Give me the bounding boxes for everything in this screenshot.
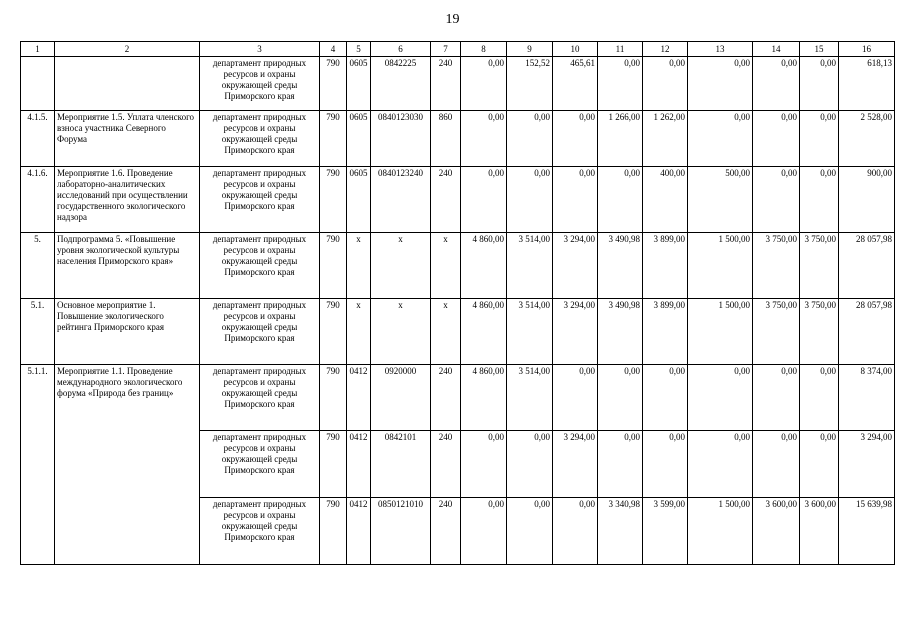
table-row: [21, 111, 895, 167]
cell-target: 0920000: [371, 365, 431, 431]
column-header: 10: [553, 42, 598, 57]
row-name: Основное мероприятие 1. Повышение экологического рейтинга Приморского края: [55, 299, 200, 365]
cell-value: 4 860,00: [461, 299, 507, 365]
cell-grbs: 790: [320, 111, 347, 167]
cell-value: 0,00: [688, 431, 753, 498]
row-department: департамент природных ресурсов и охраны окружающей среды Приморского края: [200, 57, 320, 111]
cell-value: 0,00: [753, 57, 800, 111]
cell-value: 0,00: [800, 431, 839, 498]
cell-value: 0,00: [553, 111, 598, 167]
row-number: 4.1.5.: [21, 111, 55, 167]
table-row: [21, 57, 895, 111]
column-header: 5: [347, 42, 371, 57]
cell-target: 0840123240: [371, 167, 431, 233]
cell-grbs: 790: [320, 498, 347, 565]
cell-target: 0850121010: [371, 498, 431, 565]
row-name: Мероприятие 1.6. Проведение лабораторно-аналитических исследований при осуществлении государственного экологического надзора: [55, 167, 200, 233]
row-name: Мероприятие 1.5. Уплата членского взноса участника Северного Форума: [55, 111, 200, 167]
cell-value: 3 340,98: [598, 498, 643, 565]
table-row: [21, 233, 895, 299]
cell-section: 0412: [347, 365, 371, 431]
header-row: [21, 42, 895, 57]
cell-value: 3 600,00: [753, 498, 800, 565]
row-department: департамент природных ресурсов и охраны окружающей среды Приморского края: [200, 299, 320, 365]
cell-value: 0,00: [553, 365, 598, 431]
cell-total: 3 294,00: [839, 431, 895, 498]
cell-value: 0,00: [800, 167, 839, 233]
cell-value: 0,00: [753, 111, 800, 167]
table-row: [21, 365, 895, 431]
cell-value: 0,00: [598, 167, 643, 233]
cell-section: 0605: [347, 57, 371, 111]
cell-value: 1 500,00: [688, 233, 753, 299]
row-department: департамент природных ресурсов и охраны окружающей среды Приморского края: [200, 431, 320, 498]
cell-value: 3 600,00: [800, 498, 839, 565]
column-header: 15: [800, 42, 839, 57]
cell-value: 0,00: [507, 167, 553, 233]
column-header: 12: [643, 42, 688, 57]
cell-value: 0,00: [643, 431, 688, 498]
column-header: 13: [688, 42, 753, 57]
cell-value: 0,00: [553, 498, 598, 565]
cell-expense-type: х: [431, 233, 461, 299]
cell-grbs: 790: [320, 233, 347, 299]
column-header: 11: [598, 42, 643, 57]
cell-section: 0605: [347, 167, 371, 233]
row-number: 5.1.: [21, 299, 55, 365]
cell-value: 3 490,98: [598, 299, 643, 365]
column-header: 14: [753, 42, 800, 57]
cell-value: 0,00: [461, 498, 507, 565]
cell-grbs: 790: [320, 365, 347, 431]
cell-value: 1 266,00: [598, 111, 643, 167]
cell-value: 0,00: [643, 365, 688, 431]
cell-target: х: [371, 299, 431, 365]
cell-value: 0,00: [800, 365, 839, 431]
cell-value: 0,00: [688, 57, 753, 111]
cell-value: 0,00: [688, 365, 753, 431]
cell-section: 0412: [347, 498, 371, 565]
cell-value: 0,00: [598, 57, 643, 111]
cell-expense-type: х: [431, 299, 461, 365]
cell-value: 0,00: [507, 431, 553, 498]
cell-value: 3 294,00: [553, 431, 598, 498]
page-number: 19: [445, 12, 460, 27]
cell-value: 3 750,00: [753, 299, 800, 365]
cell-value: 0,00: [643, 57, 688, 111]
cell-value: 3 514,00: [507, 365, 553, 431]
cell-value: 152,52: [507, 57, 553, 111]
table-row: [21, 167, 895, 233]
cell-value: 4 860,00: [461, 365, 507, 431]
cell-expense-type: 240: [431, 57, 461, 111]
table-row: [21, 299, 895, 365]
cell-value: 3 899,00: [643, 299, 688, 365]
cell-value: 400,00: [643, 167, 688, 233]
cell-value: 3 294,00: [553, 299, 598, 365]
cell-value: 3 750,00: [800, 299, 839, 365]
column-header: 2: [55, 42, 200, 57]
cell-section: х: [347, 233, 371, 299]
cell-value: 3 750,00: [800, 233, 839, 299]
row-number: [21, 57, 55, 111]
column-header: 7: [431, 42, 461, 57]
cell-value: 1 500,00: [688, 299, 753, 365]
cell-expense-type: 860: [431, 111, 461, 167]
cell-target: 0842101: [371, 431, 431, 498]
row-department: департамент природных ресурсов и охраны окружающей среды Приморского края: [200, 167, 320, 233]
cell-total: 28 057,98: [839, 299, 895, 365]
column-header: 16: [839, 42, 895, 57]
cell-section: 0605: [347, 111, 371, 167]
column-header: 6: [371, 42, 431, 57]
cell-expense-type: 240: [431, 431, 461, 498]
budget-table: [20, 41, 895, 565]
cell-value: 1 262,00: [643, 111, 688, 167]
cell-value: 3 490,98: [598, 233, 643, 299]
cell-value: 0,00: [688, 111, 753, 167]
cell-target: 0840123030: [371, 111, 431, 167]
cell-value: 3 294,00: [553, 233, 598, 299]
cell-total: 15 639,98: [839, 498, 895, 565]
cell-grbs: 790: [320, 57, 347, 111]
cell-value: 1 500,00: [688, 498, 753, 565]
row-department: департамент природных ресурсов и охраны окружающей среды Приморского края: [200, 233, 320, 299]
cell-section: 0412: [347, 431, 371, 498]
cell-grbs: 790: [320, 167, 347, 233]
cell-target: 0842225: [371, 57, 431, 111]
cell-value: 0,00: [598, 365, 643, 431]
cell-expense-type: 240: [431, 365, 461, 431]
cell-section: х: [347, 299, 371, 365]
cell-target: х: [371, 233, 431, 299]
cell-total: 28 057,98: [839, 233, 895, 299]
cell-value: 3 514,00: [507, 233, 553, 299]
cell-value: 0,00: [507, 498, 553, 565]
cell-value: 0,00: [553, 167, 598, 233]
cell-grbs: 790: [320, 431, 347, 498]
cell-value: 0,00: [753, 167, 800, 233]
cell-value: 3 599,00: [643, 498, 688, 565]
column-header: 3: [200, 42, 320, 57]
row-name: Мероприятие 1.1. Проведение международного экологического форума «Природа без границ»: [55, 365, 200, 565]
cell-value: 0,00: [753, 431, 800, 498]
row-department: департамент природных ресурсов и охраны окружающей среды Приморского края: [200, 498, 320, 565]
column-header: 4: [320, 42, 347, 57]
cell-value: 0,00: [800, 111, 839, 167]
row-number: 4.1.6.: [21, 167, 55, 233]
column-header: 1: [21, 42, 55, 57]
row-department: департамент природных ресурсов и охраны окружающей среды Приморского края: [200, 365, 320, 431]
cell-value: 0,00: [598, 431, 643, 498]
cell-grbs: 790: [320, 299, 347, 365]
cell-value: 4 860,00: [461, 233, 507, 299]
cell-value: 3 899,00: [643, 233, 688, 299]
cell-value: 3 514,00: [507, 299, 553, 365]
cell-value: 465,61: [553, 57, 598, 111]
row-department: департамент природных ресурсов и охраны окружающей среды Приморского края: [200, 111, 320, 167]
row-name: [55, 57, 200, 111]
cell-expense-type: 240: [431, 167, 461, 233]
cell-value: 500,00: [688, 167, 753, 233]
cell-value: 0,00: [800, 57, 839, 111]
cell-value: 0,00: [461, 431, 507, 498]
cell-total: 2 528,00: [839, 111, 895, 167]
column-header: 8: [461, 42, 507, 57]
cell-value: 0,00: [461, 167, 507, 233]
cell-value: 0,00: [753, 365, 800, 431]
cell-total: 8 374,00: [839, 365, 895, 431]
cell-value: 0,00: [461, 111, 507, 167]
cell-value: 0,00: [507, 111, 553, 167]
row-number: 5.: [21, 233, 55, 299]
row-number: 5.1.1.: [21, 365, 55, 565]
cell-value: 0,00: [461, 57, 507, 111]
row-name: Подпрограмма 5. «Повышение уровня экологической культуры населения Приморского края»: [55, 233, 200, 299]
cell-total: 618,13: [839, 57, 895, 111]
cell-total: 900,00: [839, 167, 895, 233]
column-header: 9: [507, 42, 553, 57]
cell-value: 3 750,00: [753, 233, 800, 299]
cell-expense-type: 240: [431, 498, 461, 565]
